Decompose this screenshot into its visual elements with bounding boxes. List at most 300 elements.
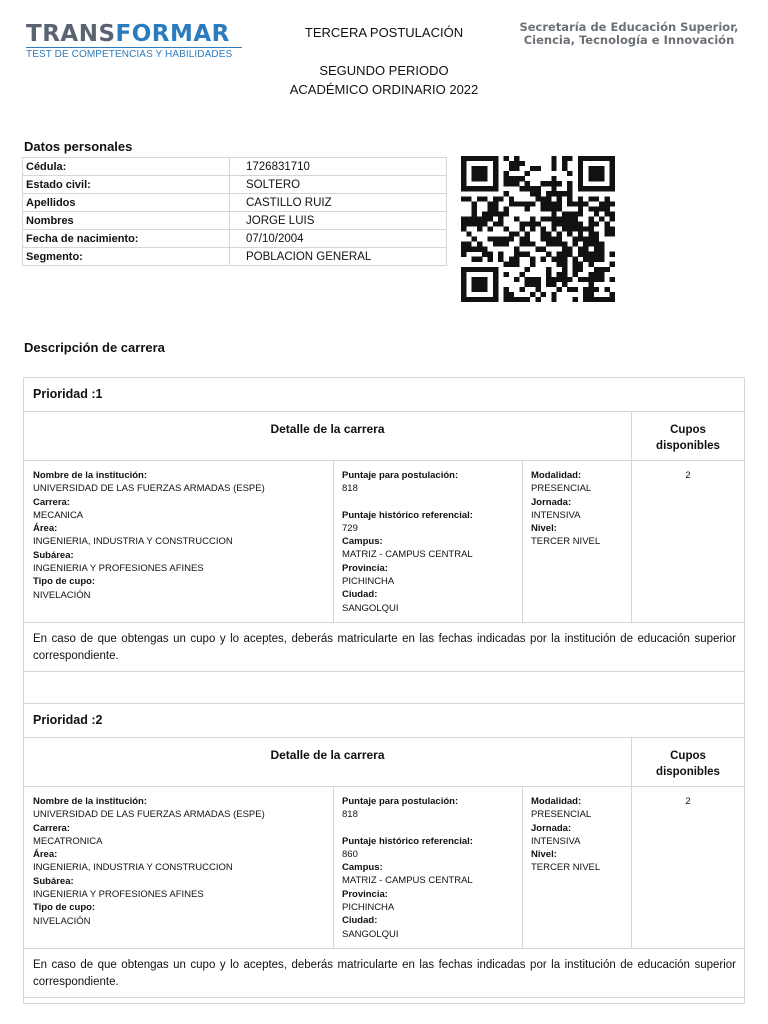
priority-1-block [23,377,745,704]
qr-module [588,292,593,297]
table-row: Cédula: 1726831710 [23,158,447,176]
qr-module [567,201,572,206]
qr-module [541,181,546,186]
qr-module [546,232,551,237]
qr-module [530,282,535,287]
qr-module [509,257,514,262]
qr-module [461,216,466,221]
qr-module [588,216,593,221]
qr-module [604,226,609,231]
qr-module [493,201,498,206]
qr-module [546,181,551,186]
qr-module [503,191,508,196]
priority-title: Prioridad :2 [24,704,744,738]
qr-module [583,277,588,282]
qr-module [488,216,493,221]
table-row: Apellidos CASTILLO RUIZ [23,194,447,212]
qr-module [578,226,583,231]
qr-module [599,247,604,252]
modality-column: Modalidad: PRESENCIAL Jornada: INTENSIVA Nivel: TERCER NIVEL [523,787,632,948]
qr-module [461,252,466,257]
qr-module [583,297,588,302]
qr-module [493,206,498,211]
qr-module [466,242,471,247]
qr-module [594,166,599,171]
qr-module [493,196,498,201]
table-row: Fecha de nacimiento: 07/10/2004 [23,230,447,248]
enrollment-note: En caso de que obtengas un cupo y lo aceptes, deberás matricularte en las fechas indicadas por la institución de educación superior correspondiente. [24,949,744,998]
qr-module [604,201,609,206]
qr-module [557,237,562,242]
qr-module [546,191,551,196]
qr-module [594,211,599,216]
qr-module [461,267,466,272]
qr-module [509,176,514,181]
qr-module [472,211,477,216]
qr-module [541,237,546,242]
qr-module [493,237,498,242]
qr-module [461,196,466,201]
qr-module [498,257,503,262]
qr-module [525,252,530,257]
qr-module [525,201,530,206]
qr-module [461,297,466,302]
qr-module [567,226,572,231]
qr-module [551,226,556,231]
qr-module [546,201,551,206]
qr-module [503,176,508,181]
qr-module [509,166,514,171]
qr-module [525,232,530,237]
qr-module [546,196,551,201]
qr-module [573,242,578,247]
qr-module [562,272,567,277]
qr-module [610,186,615,191]
qr-module [610,156,615,161]
qr-module [588,221,593,226]
qr-module [482,221,487,226]
qr-module [604,211,609,216]
qr-module [514,161,519,166]
qr-module [594,247,599,252]
transformar-logo [26,22,242,60]
qr-module [573,221,578,226]
qr-module [610,226,615,231]
qr-module [594,171,599,176]
qr-module [514,257,519,262]
career-detail-row [24,787,744,949]
qr-module [557,287,562,292]
detail-header-row [24,412,744,461]
qr-module [588,186,593,191]
qr-module [535,247,540,252]
qr-module [594,287,599,292]
qr-module [594,257,599,262]
qr-module [477,176,482,181]
qr-module [578,156,583,161]
qr-module [535,287,540,292]
priority-title: Prioridad :1 [24,378,744,412]
qr-module [583,237,588,242]
qr-module [482,186,487,191]
qr-module [588,252,593,257]
qr-module [472,277,477,282]
qr-module [472,267,477,272]
logo-wordmark: TRANSFORMAR [26,21,230,47]
qr-module [573,216,578,221]
qr-module [546,267,551,272]
qr-module [503,292,508,297]
qr-module [482,297,487,302]
qr-module [557,216,562,221]
qr-module [530,186,535,191]
qr-module [525,171,530,176]
qr-module [472,206,477,211]
qr-module [583,156,588,161]
qr-module [535,191,540,196]
qr-module [535,297,540,302]
qr-module [535,282,540,287]
qr-module [573,267,578,272]
qr-module [588,277,593,282]
qr-module [472,237,477,242]
qr-module [541,232,546,237]
qr-module [477,267,482,272]
qr-module [557,252,562,257]
qr-module [525,297,530,302]
qr-module [530,166,535,171]
qr-module [599,216,604,221]
qr-module [488,297,493,302]
qr-module [477,287,482,292]
qr-module [514,262,519,267]
qr-module [567,186,572,191]
modality-column: Modalidad: PRESENCIAL Jornada: INTENSIVA Nivel: TERCER NIVEL [523,461,632,622]
qr-module [578,201,583,206]
qr-module [493,186,498,191]
qr-module [514,297,519,302]
cupos-header: Cupos disponibles [656,750,720,778]
qr-module [466,156,471,161]
qr-module [509,232,514,237]
qr-module [546,252,551,257]
career-description-title: Descripción de carrera [24,340,165,355]
cupos-header: Cupos disponibles [656,424,720,452]
qr-module [530,262,535,267]
qr-module [488,252,493,257]
qr-module [599,171,604,176]
qr-module [562,252,567,257]
qr-module [525,186,530,191]
qr-module [562,277,567,282]
qr-module [551,186,556,191]
priority-2-block [23,704,745,1004]
qr-module [482,156,487,161]
qr-module [546,242,551,247]
qr-module [583,226,588,231]
qr-module [541,257,546,262]
qr-module [482,277,487,282]
qr-module [562,247,567,252]
qr-module [461,282,466,287]
qr-module [594,272,599,277]
qr-module [551,292,556,297]
qr-module [482,211,487,216]
qr-module [493,242,498,247]
qr-module [599,267,604,272]
qr-module [519,221,524,226]
qr-module [594,156,599,161]
qr-module [588,262,593,267]
detail-header: Detalle de la carrera [24,738,632,786]
qr-module [562,216,567,221]
qr-module [472,297,477,302]
qr-module [610,166,615,171]
qr-module [578,221,583,226]
qr-module [567,277,572,282]
qr-module [599,257,604,262]
qr-module [541,201,546,206]
qr-module [514,201,519,206]
qr-module [557,191,562,196]
qr-module [594,297,599,302]
qr-module [530,292,535,297]
qr-module [477,171,482,176]
qr-module [493,161,498,166]
qr-module [503,156,508,161]
qr-module [530,201,535,206]
qr-module [594,277,599,282]
qr-module [567,156,572,161]
qr-module [588,242,593,247]
qr-module [498,216,503,221]
qr-module [488,267,493,272]
qr-module [599,277,604,282]
qr-module [604,156,609,161]
qr-module [477,196,482,201]
qr-module [562,262,567,267]
qr-module [604,287,609,292]
qr-module [493,297,498,302]
qr-module [567,191,572,196]
qr-module [610,297,615,302]
qr-module [503,262,508,267]
qr-module [551,282,556,287]
qr-module [509,237,514,242]
qr-module [551,181,556,186]
qr-module [573,287,578,292]
qr-module [588,226,593,231]
qr-module [551,297,556,302]
qr-module [493,181,498,186]
qr-module [588,287,593,292]
qr-module [567,247,572,252]
qr-module [610,211,615,216]
qr-module [472,176,477,181]
qr-module [588,297,593,302]
qr-module [477,166,482,171]
qr-module [604,297,609,302]
qr-module [482,166,487,171]
qr-module [604,186,609,191]
qr-module [583,292,588,297]
qr-module [562,191,567,196]
qr-module [461,226,466,231]
qr-module [477,242,482,247]
qr-module [530,242,535,247]
qr-module [546,277,551,282]
qr-module [482,282,487,287]
qr-module [514,277,519,282]
qr-module [567,211,572,216]
qr-module [557,242,562,247]
qr-module [578,186,583,191]
qr-module [477,257,482,262]
qr-module [503,171,508,176]
qr-module [472,201,477,206]
qr-module [567,216,572,221]
qr-module [567,287,572,292]
qr-module [583,247,588,252]
qr-module [519,297,524,302]
qr-module [551,237,556,242]
qr-module [472,257,477,262]
qr-module [509,181,514,186]
qr-module [567,171,572,176]
detail-header: Detalle de la carrera [24,412,632,460]
qr-module [493,176,498,181]
qr-code [461,156,615,302]
qr-module [466,221,471,226]
institution-column: Nombre de la institución: UNIVERSIDAD DE LAS FUERZAS ARMADAS (ESPE) Carrera: MECATRONICA Área: INGENIERIA, INDUSTRIA Y CONSTRUCCION Subárea: INGENIERIA Y PROFESIONES AFINES Tipo de cupo: NIVELACIÓN [24,787,334,948]
qr-module [488,226,493,231]
qr-module [472,216,477,221]
qr-module [514,181,519,186]
qr-module [562,166,567,171]
qr-module [557,277,562,282]
qr-module [604,232,609,237]
personal-data-table [22,157,447,266]
qr-module [541,292,546,297]
qr-module [557,262,562,267]
qr-module [551,201,556,206]
qr-module [472,166,477,171]
qr-module [514,232,519,237]
qr-module [599,186,604,191]
qr-module [503,297,508,302]
qr-module [482,216,487,221]
qr-module [530,226,535,231]
qr-module [604,267,609,272]
qr-module [551,242,556,247]
qr-module [461,272,466,277]
qr-module [562,161,567,166]
qr-module [599,252,604,257]
qr-module [503,211,508,216]
qr-module [562,211,567,216]
qr-module [514,156,519,161]
qr-module [461,166,466,171]
qr-module [567,181,572,186]
qr-module [604,206,609,211]
qr-module [578,171,583,176]
qr-module [557,206,562,211]
institution-column: Nombre de la institución: UNIVERSIDAD DE LAS FUERZAS ARMADAS (ESPE) Carrera: MECANICA Área: INGENIERIA, INDUSTRIA Y CONSTRUCCION Subárea: INGENIERIA Y PROFESIONES AFINES Tipo de cupo: NIVELACIÓN [24,461,334,622]
qr-module [503,226,508,231]
qr-module [551,191,556,196]
qr-module [599,166,604,171]
qr-module [488,156,493,161]
qr-module [578,181,583,186]
qr-module [551,211,556,216]
qr-module [588,196,593,201]
qr-module [604,196,609,201]
qr-module [519,252,524,257]
qr-module [610,252,615,257]
qr-module [493,166,498,171]
qr-module [594,237,599,242]
qr-module [519,201,524,206]
qr-module [610,161,615,166]
qr-module [498,237,503,242]
qr-module [498,252,503,257]
document-title: TERCERA POSTULACIÓN [304,25,464,40]
qr-module [578,247,583,252]
qr-module [610,216,615,221]
qr-module [599,242,604,247]
qr-module [466,267,471,272]
personal-data-title: Datos personales [24,139,133,154]
qr-module [599,176,604,181]
qr-module [530,277,535,282]
detail-header-row [24,738,744,787]
qr-module [594,267,599,272]
qr-module [461,161,466,166]
qr-module [535,166,540,171]
qr-module [573,262,578,267]
qr-module [588,176,593,181]
qr-module [557,181,562,186]
qr-module [461,186,466,191]
qr-module [509,196,514,201]
qr-module [477,226,482,231]
qr-module [482,247,487,252]
qr-module [488,211,493,216]
qr-module [594,206,599,211]
qr-module [477,156,482,161]
qr-module [557,232,562,237]
qr-module [573,237,578,242]
qr-module [466,186,471,191]
qr-module [525,242,530,247]
qr-module [573,272,578,277]
qr-module [588,171,593,176]
qr-module [541,226,546,231]
qr-module [472,171,477,176]
qr-module [530,191,535,196]
qr-module [610,176,615,181]
qr-module [604,221,609,226]
qr-module [466,247,471,252]
qr-module [461,221,466,226]
qr-module [567,221,572,226]
qr-module [573,201,578,206]
table-row: Segmento: POBLACION GENERAL [23,248,447,266]
qr-module [578,237,583,242]
qr-module [493,292,498,297]
period-line-1: SEGUNDO PERIODO [319,63,449,78]
qr-module [557,257,562,262]
